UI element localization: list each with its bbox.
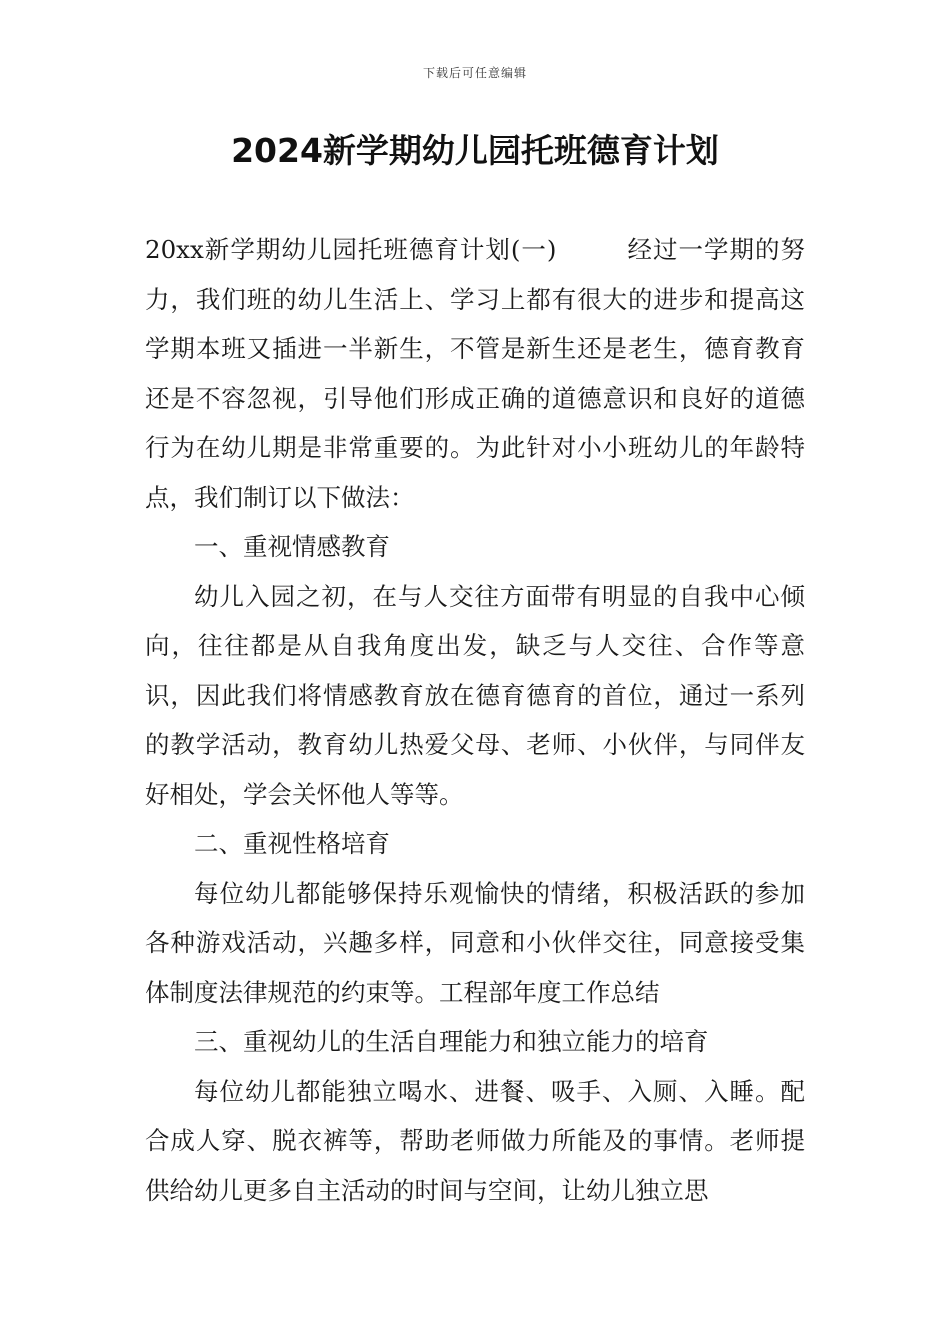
section-heading: 二、重视性格培育 <box>194 829 390 858</box>
section-heading: 三、重视幼儿的生活自理能力和独立能力的培育 <box>194 1027 709 1056</box>
section-heading: 一、重视情感教育 <box>194 532 390 561</box>
section-paragraph: 每位幼儿都能够保持乐观愉快的情绪，积极活跃的参加各种游戏活动，兴趣多样，同意和小伙伴交往，同意接受集体制度法律规范的约束等。工程部年度工作总结 <box>145 878 805 1007</box>
section-paragraph: 幼儿入园之初，在与人交往方面带有明显的自我中心倾向，往往都是从自我角度出发，缺乏与人交往、合作等意识，因此我们将情感教育放在德育德育的首位，通过一系列的教学活动，教育幼儿热爱父母、老师、小伙伴，与同伴友好相处，学会关怀他人等等。 <box>145 581 805 809</box>
intro-paragraph <box>145 225 805 522</box>
section-paragraph: 每位幼儿都能独立喝水、进餐、吸手、入厕、入睡。配合成人穿、脱衣裤等，帮助老师做力所能及的事情。老师提供给幼儿更多自主活动的时间与空间，让幼儿独立思 <box>145 1076 805 1205</box>
intro-lead: 20xx新学期幼儿园托班德育计划(一) <box>145 235 557 264</box>
document-body <box>145 225 805 1215</box>
document-title: 2024新学期幼儿园托班德育计划 <box>231 131 719 170</box>
page-header-note: 下载后可任意编辑 <box>422 66 527 80</box>
intro-text: 经过一学期的努力，我们班的幼儿生活上、学习上都有很大的进步和提高这学期本班又插进一半新生，不管是新生还是老生，德育教育还是不容忽视，引导他们形成正确的道德意识和良好的道德行为在幼儿期是非常重要的。为此针对小小班幼儿的年龄特点，我们制订以下做法： <box>145 235 805 512</box>
